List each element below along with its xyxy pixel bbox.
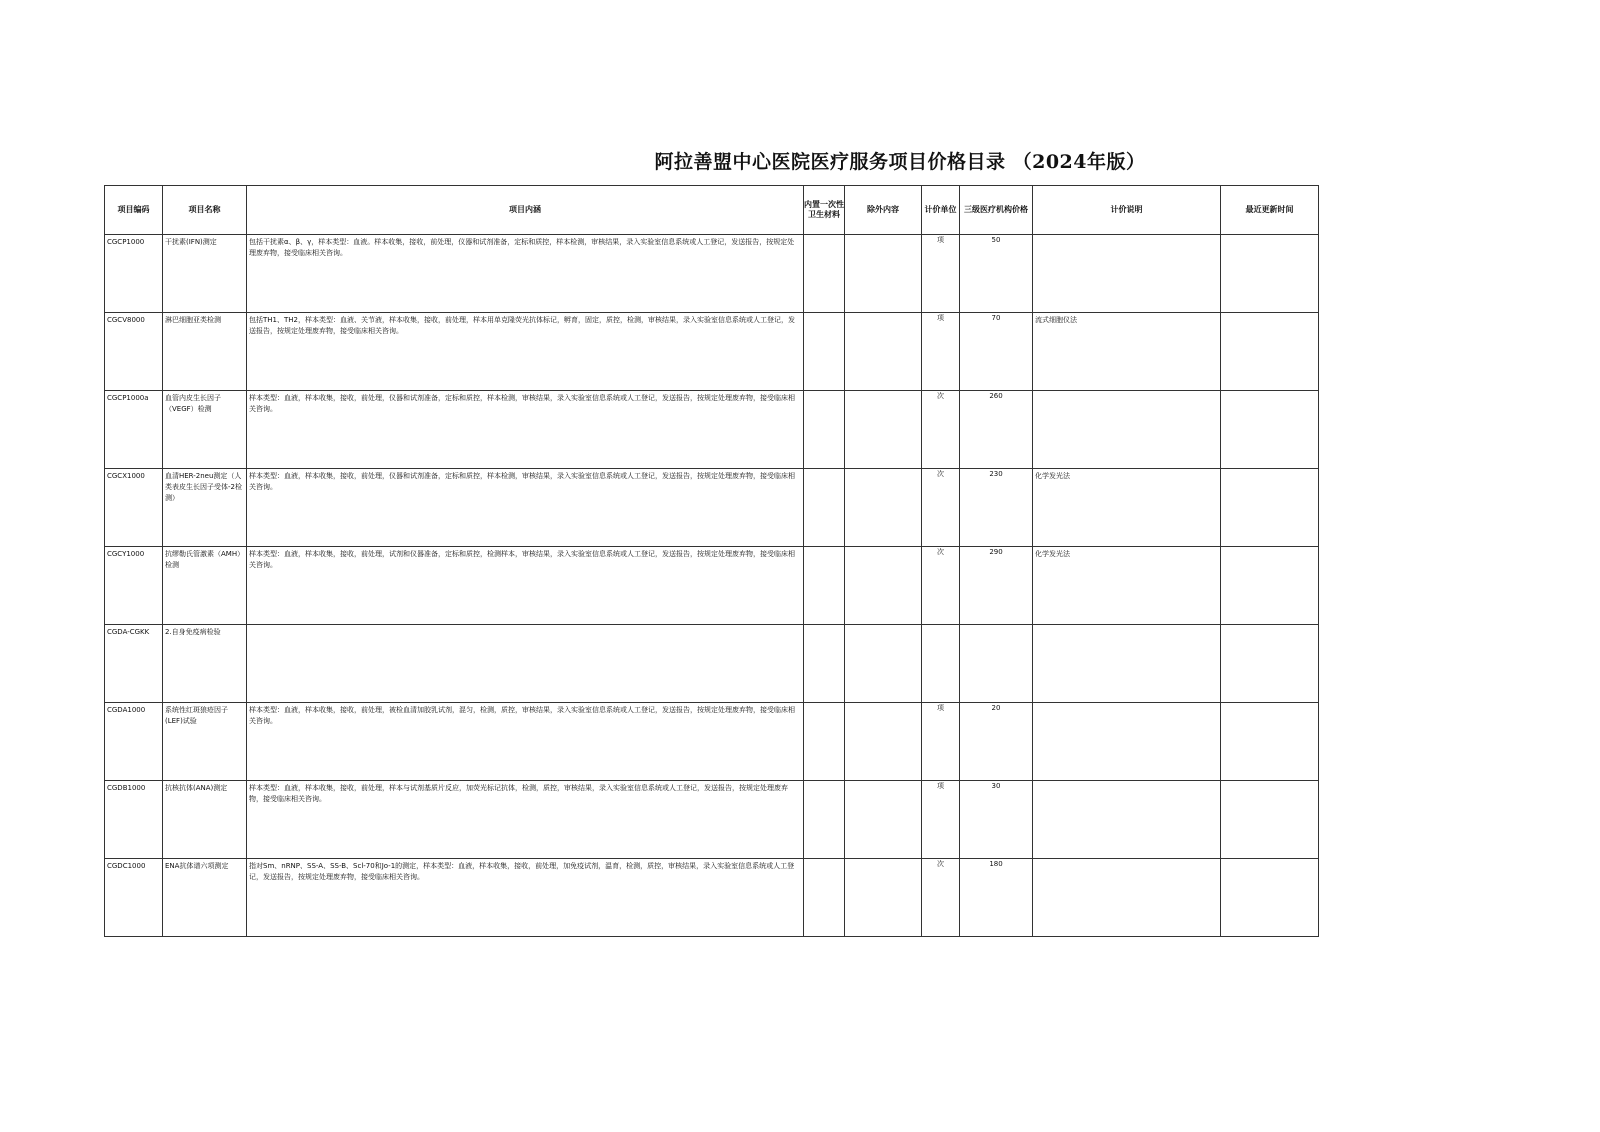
table-row — [105, 313, 1319, 391]
cell-price: 230 — [960, 469, 1033, 547]
cell-updated — [1221, 625, 1319, 703]
cell-updated — [1221, 469, 1319, 547]
cell-name-text: ENA抗体谱六项测定 — [165, 862, 229, 870]
cell-exclusions — [845, 235, 922, 313]
cell-name — [163, 313, 247, 391]
cell-name-text: 干扰素(IFN)测定 — [165, 238, 217, 246]
cell-price: 50 — [960, 235, 1033, 313]
cell-unit: 项 — [922, 313, 960, 391]
cell-updated — [1221, 547, 1319, 625]
col-header-price: 三级医疗机构价格 — [960, 186, 1033, 235]
cell-code-text: CGCY1000 — [107, 550, 145, 558]
cell-content — [247, 391, 804, 469]
cell-note — [1033, 313, 1221, 391]
cell-code — [105, 235, 163, 313]
cell-note-text — [1033, 859, 1220, 861]
cell-note-text: 化学发光法 — [1035, 472, 1070, 480]
cell-note — [1033, 781, 1221, 859]
cell-name — [163, 391, 247, 469]
cell-code — [105, 313, 163, 391]
cell-exclusions — [845, 703, 922, 781]
cell-note-text — [1033, 703, 1220, 705]
cell-code-text: CGDC1000 — [107, 862, 146, 870]
cell-code — [105, 703, 163, 781]
cell-code-text: CGCP1000a — [107, 394, 149, 402]
cell-code — [105, 625, 163, 703]
cell-unit: 项 — [922, 703, 960, 781]
cell-code — [105, 391, 163, 469]
cell-content — [247, 781, 804, 859]
cell-content-text: 样本类型：血液，样本收集，接收，前处理，样本与试剂基质片反应，加荧光标记抗体，检测，质控，审核结果，录入实验室信息系统或人工登记，发送报告，按规定处理废弃物，接受临床相关咨询。 — [249, 784, 788, 803]
cell-note — [1033, 469, 1221, 547]
col-header-updated: 最近更新时间 — [1221, 186, 1319, 235]
page-title: 阿拉善盟中心医院医疗服务项目价格目录 （2024年版） — [654, 151, 1146, 173]
cell-exclusions — [845, 391, 922, 469]
cell-unit: 项 — [922, 781, 960, 859]
cell-note-text — [1033, 625, 1220, 627]
cell-price: 20 — [960, 703, 1033, 781]
cell-exclusions — [845, 781, 922, 859]
cell-content-text: 样本类型：血液，样本收集，接收，前处理，试剂和仪器准备，定标和质控，检测样本，审核结果，录入实验室信息系统或人工登记，发送报告，按规定处理废弃物，接受临床相关咨询。 — [249, 550, 795, 569]
cell-price: 260 — [960, 391, 1033, 469]
cell-content-text: 样本类型：血液，样本收集，接收，前处理，仪器和试剂准备，定标和质控，样本检测，审核结果，录入实验室信息系统或人工登记，发送报告，按规定处理废弃物，接受临床相关咨询。 — [249, 394, 795, 413]
cell-content — [247, 703, 804, 781]
cell-exclusions — [845, 547, 922, 625]
cell-name-text: 系统性红斑狼疮因子(LEF)试验 — [165, 706, 228, 725]
cell-price: 70 — [960, 313, 1033, 391]
cell-price — [960, 625, 1033, 703]
cell-content — [247, 469, 804, 547]
cell-name — [163, 625, 247, 703]
cell-note-text — [1033, 781, 1220, 783]
cell-name — [163, 859, 247, 937]
cell-updated — [1221, 313, 1319, 391]
col-header-content: 项目内涵 — [247, 186, 804, 235]
header-row — [105, 186, 1319, 235]
cell-content-text: 样本类型：血液，样本收集，接收，前处理，被检血清加胶乳试剂，混匀，检测，质控，审核结果，录入实验室信息系统或人工登记，发送报告，按规定处理废弃物，接受临床相关咨询。 — [249, 706, 795, 725]
col-header-unit: 计价单位 — [922, 186, 960, 235]
cell-consumables — [804, 235, 845, 313]
cell-code-text: CGCX1000 — [107, 472, 145, 480]
cell-name-text: 淋巴细胞亚类检测 — [165, 316, 221, 324]
cell-note — [1033, 391, 1221, 469]
cell-name-text: 抗核抗体(ANA)测定 — [165, 784, 228, 792]
cell-content-text: 包括干扰素α、β、γ，样本类型：血液。样本收集，接收，前处理，仪器和试剂准备，定标和质控，样本检测，审核结果，录入实验室信息系统或人工登记，发送报告，按规定处理废弃物，接受临床相关咨询。 — [249, 238, 795, 257]
cell-note-text: 流式细胞仪法 — [1035, 316, 1077, 324]
cell-name-text: 血清HER-2neu测定（人类表皮生长因子受体-2检测） — [165, 472, 242, 502]
cell-code — [105, 781, 163, 859]
cell-consumables — [804, 703, 845, 781]
cell-exclusions — [845, 313, 922, 391]
cell-consumables — [804, 469, 845, 547]
cell-exclusions — [845, 469, 922, 547]
cell-name — [163, 235, 247, 313]
cell-name-text: 抗缪勒氏管激素（AMH）检测 — [165, 550, 241, 569]
cell-price: 180 — [960, 859, 1033, 937]
cell-note — [1033, 235, 1221, 313]
cell-name-text: 2.自身免疫病检验 — [165, 628, 221, 636]
table-row — [105, 235, 1319, 313]
cell-updated — [1221, 781, 1319, 859]
cell-unit: 次 — [922, 547, 960, 625]
cell-updated — [1221, 859, 1319, 937]
cell-consumables — [804, 625, 845, 703]
cell-note — [1033, 625, 1221, 703]
cell-content — [247, 235, 804, 313]
cell-consumables — [804, 547, 845, 625]
cell-note-text — [1033, 235, 1220, 237]
cell-consumables — [804, 781, 845, 859]
price-catalog-table — [104, 185, 1319, 937]
cell-updated — [1221, 391, 1319, 469]
col-header-exclusions: 除外内容 — [845, 186, 922, 235]
cell-content — [247, 547, 804, 625]
cell-note — [1033, 703, 1221, 781]
cell-name-text: 血管内皮生长因子（VEGF）检测 — [165, 394, 221, 413]
cell-unit: 次 — [922, 469, 960, 547]
cell-code — [105, 469, 163, 547]
cell-code — [105, 547, 163, 625]
cell-content-text — [247, 625, 803, 627]
table-row — [105, 469, 1319, 547]
col-header-code: 项目编码 — [105, 186, 163, 235]
cell-note-text: 化学发光法 — [1035, 550, 1070, 558]
cell-unit: 次 — [922, 391, 960, 469]
table-row — [105, 391, 1319, 469]
cell-code-text: CGCV8000 — [107, 316, 145, 324]
cell-unit: 项 — [922, 235, 960, 313]
table-row — [105, 703, 1319, 781]
cell-name — [163, 703, 247, 781]
cell-name — [163, 547, 247, 625]
cell-consumables — [804, 859, 845, 937]
cell-content-text: 指对Sm、nRNP、SS-A、SS-B、Scl-70和Jo-1的测定，样本类型：血液，样本收集，接收，前处理，加免疫试剂，温育，检测，质控，审核结果，录入实验室信息系统或人工登记，发送报告，按规定处理废弃物，接受临床相关咨询。 — [249, 862, 795, 881]
cell-code-text: CGDA1000 — [107, 706, 146, 714]
cell-note-text — [1033, 391, 1220, 393]
cell-content — [247, 625, 804, 703]
cell-unit — [922, 625, 960, 703]
cell-name — [163, 781, 247, 859]
cell-content — [247, 313, 804, 391]
col-header-note: 计价说明 — [1033, 186, 1221, 235]
table-row — [105, 625, 1319, 703]
table-row — [105, 781, 1319, 859]
cell-updated — [1221, 703, 1319, 781]
cell-updated — [1221, 235, 1319, 313]
table-row — [105, 859, 1319, 937]
cell-price: 290 — [960, 547, 1033, 625]
cell-code-text: CGDB1000 — [107, 784, 146, 792]
table-body — [105, 235, 1319, 937]
cell-content-text: 包括TH1、TH2，样本类型：血液、关节液，样本收集，接收，前处理，样本用单克隆荧光抗体标记，孵育，固定，质控，检测，审核结果，录入实验室信息系统或人工登记，发送报告，按规定处理废弃物，接受临床相关咨询。 — [249, 316, 795, 335]
cell-code-text: CGCP1000 — [107, 238, 145, 246]
cell-content-text: 样本类型：血液，样本收集，接收，前处理，仪器和试剂准备，定标和质控，样本检测，审核结果，录入实验室信息系统或人工登记，发送报告，按规定处理废弃物，接受临床相关咨询。 — [249, 472, 795, 491]
cell-name — [163, 469, 247, 547]
cell-consumables — [804, 391, 845, 469]
cell-exclusions — [845, 859, 922, 937]
cell-code-text: CGDA-CGKK — [107, 628, 150, 636]
cell-note — [1033, 547, 1221, 625]
cell-code — [105, 859, 163, 937]
cell-exclusions — [845, 625, 922, 703]
cell-consumables — [804, 313, 845, 391]
table-row — [105, 547, 1319, 625]
cell-unit: 次 — [922, 859, 960, 937]
cell-note — [1033, 859, 1221, 937]
col-header-consumables: 内置一次性卫生材料 — [804, 186, 845, 235]
cell-content — [247, 859, 804, 937]
col-header-name: 项目名称 — [163, 186, 247, 235]
cell-price: 30 — [960, 781, 1033, 859]
